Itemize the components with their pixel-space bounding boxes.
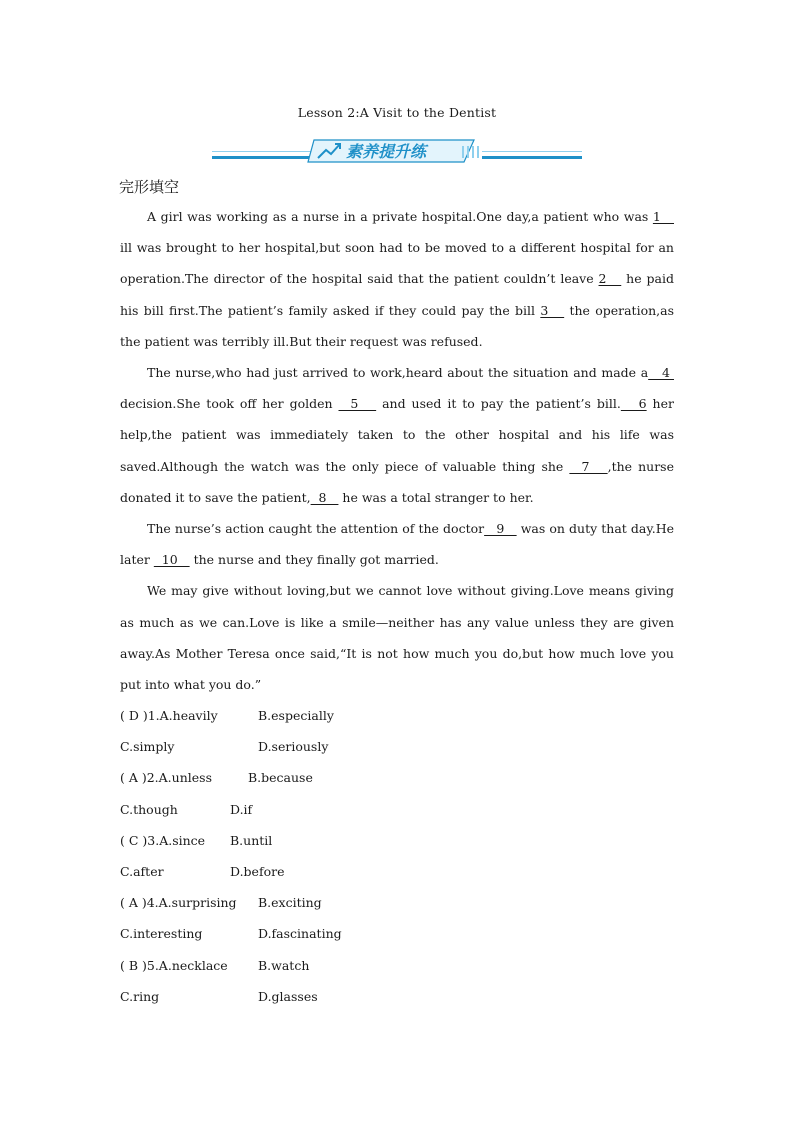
banner-right-thin-rule	[482, 151, 582, 152]
question-4-row-ab	[120, 887, 342, 918]
blank-7: 7	[569, 458, 608, 474]
question-1-row-ab	[120, 700, 342, 731]
question-3-option-b: B.until	[230, 832, 273, 848]
blank-6: 6	[620, 396, 647, 412]
blank-5: 5	[338, 396, 377, 412]
question-3-row-cd	[120, 856, 342, 887]
banner-label: 素养提升练	[346, 142, 427, 161]
blank-10: 10	[153, 552, 190, 568]
question-1-option-b: B.especially	[258, 708, 334, 723]
paragraph-3: The nurse’s action caught the attention of the doctor 9 was on duty that day.He later 10 the nurse and they finally got married.	[120, 521, 675, 568]
question-4-option-c: C.interesting	[120, 926, 203, 942]
question-1-option-c: C.simply	[120, 739, 175, 755]
question-5-answer-option-a: ( B )5.A.necklace	[120, 957, 228, 973]
question-2-row-cd	[120, 794, 342, 825]
banner-left-rule	[212, 156, 312, 159]
blank-9: 9	[484, 521, 517, 537]
question-4-option-b: B.exciting	[258, 895, 322, 911]
banner-left-thin-rule	[212, 151, 312, 152]
question-2-answer-option-a: ( A )2.A.unless	[120, 770, 212, 786]
question-1-row-cd	[120, 731, 342, 762]
question-5-option-d: D.glasses	[258, 988, 318, 1004]
paragraph-4: We may give without loving,but we cannot love without giving.Love means giving as much as we can.Love is like a smile—neither has any value unless they are given away.As Mother Teresa once said,“It is not how much you do,but how much love you put into what you do.”	[120, 583, 674, 693]
question-5-row-cd	[120, 981, 342, 1012]
lesson-title: Lesson 2:A Visit to the Dentist	[297, 105, 497, 120]
question-3-option-d: D.before	[230, 863, 285, 879]
paragraph-1: A girl was working as a nurse in a private hospital.One day,a patient who was 1 ill was brought to her hospital,but soon had to be moved to a different hospital for an operation.The director of the hospital said that the patient couldn’t leave 2 he paid his bill first.The patient’s family asked if they could pay the bill 3 the operation,as the patient was terribly ill.But their request was refused.	[120, 209, 674, 349]
section-banner	[212, 138, 582, 164]
question-4-option-d: D.fascinating	[258, 926, 342, 942]
section-title: 完形填空	[119, 178, 180, 196]
blank-3: 3	[540, 302, 565, 318]
question-list	[120, 700, 342, 1012]
blank-8: 8	[310, 489, 339, 505]
question-3-option-c: C.after	[120, 863, 164, 879]
question-3-answer-option-a: ( C )3.A.since	[120, 832, 206, 848]
blank-2: 2	[598, 271, 622, 287]
paragraph-2: The nurse,who had just arrived to work,heard about the situation and made a 4 decision.She took off her golden 5 and used it to pay the patient’s bill. 6 her help,the patient was immediately taken to the other hospital and his life was saved.Although the watch was the only piece of valuable thing she 7 ,the nurse donated it to save the patient, 8 he was a total stranger to her.	[120, 365, 674, 505]
question-3-row-ab	[120, 825, 342, 856]
question-1-answer-option-a: ( D )1.A.heavily	[120, 708, 218, 723]
question-1-option-d: D.seriously	[258, 739, 329, 755]
question-5-option-c: C.ring	[120, 988, 160, 1004]
passage	[120, 201, 674, 700]
question-2-option-c: C.though	[120, 801, 178, 817]
question-2-row-ab	[120, 762, 342, 793]
blank-1: 1	[652, 209, 674, 224]
question-2-option-b: B.because	[248, 770, 313, 786]
blank-4: 4	[648, 365, 674, 381]
question-4-answer-option-a: ( A )4.A.surprising	[120, 895, 237, 911]
question-5-row-ab	[120, 950, 342, 981]
question-4-row-cd	[120, 918, 342, 949]
banner-right-rule	[482, 156, 582, 159]
question-2-option-d: D.if	[230, 801, 253, 817]
question-5-option-b: B.watch	[258, 957, 310, 973]
